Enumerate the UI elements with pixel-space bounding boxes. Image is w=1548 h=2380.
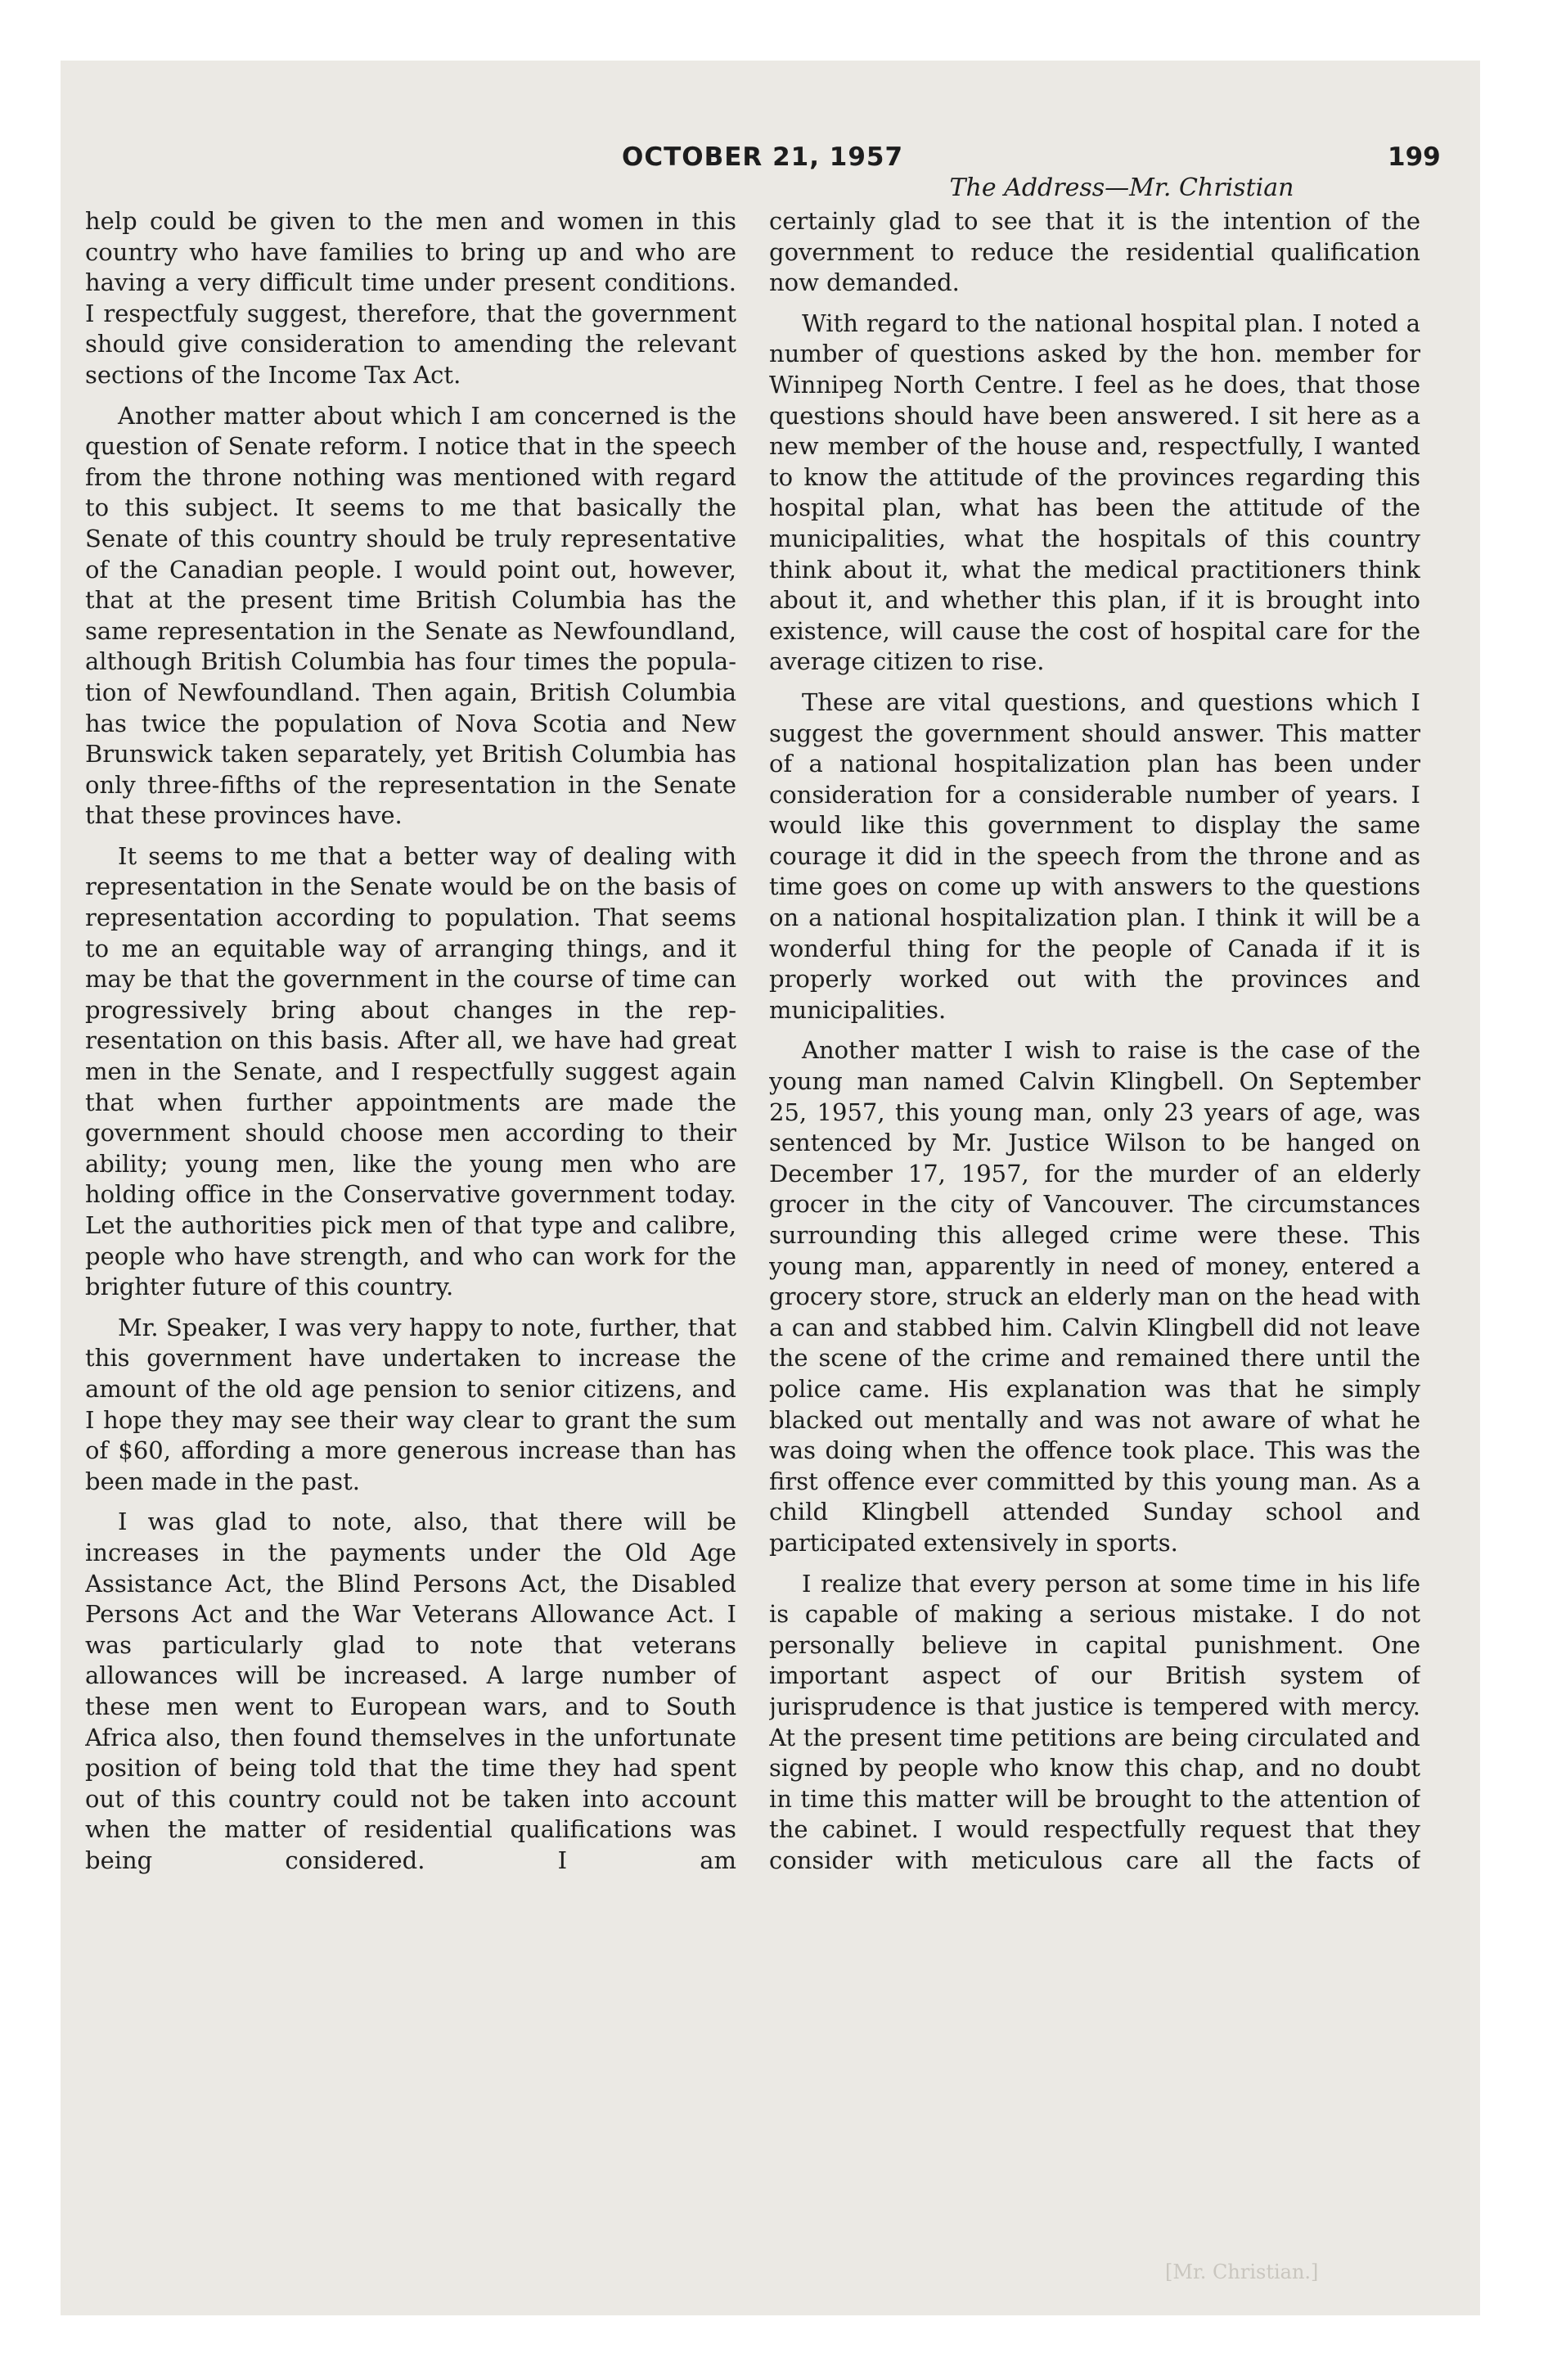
paragraph: Mr. Speaker, I was very happy to note, further, that this government have undertaken to increase the amount of the old age pension to senior citizens, and I hope they may see their way clear to grant the sum of $60, affording a more generous increase than has been made in the past. xyxy=(85,1313,736,1495)
paragraph: Another matter I wish to raise is the case of the young man named Calvin Klingbell. On September 25, 1957, this young man, only 23 years of age, was sentenced by Mr. Justice Wilson to be hanged on December 17, 1957, for the murder of an elderly grocer in the city of Vancouver. The circumstances surrounding this alleged crime were these. This young man, apparently in need of money, entered a grocery store, struck an elderly man on the head with a can and stabbed him. Calvin Klingbell did not leave the scene of the crime and remained there until the police came. His explanation was that he simply blacked out mentally and was not aware of what he was doing when the offence took place. This was the first offence ever committed by this young man. As a child Klingbell attended Sunday school and participated extensively in sports. xyxy=(769,1036,1420,1557)
hansard-page xyxy=(61,61,1480,2315)
paragraph: Another matter about which I am concerned is the question of Senate reform. I notice that in the speech from the throne nothing was mentioned with regard to this subject. It seems to me that basically the Senate of this country should be truly representative of the Canadian people. I would point out, however, that at the present time British Columbia has the same representation in the Senate as Newfoundland, although British Columbia has four times the population of Newfoundland. Then again, British Columbia has twice the population of Nova Scotia and New Brunswick taken separately, yet British Columbia has only three-fifths of the representation in the Senate that these provinces have. xyxy=(85,401,736,830)
paragraph: help could be given to the men and women in this country who have families to bring up and who are having a very difficult time under present conditions. I respectfuly suggest, therefore, that the government should give consideration to amending the relevant sections of the Income Tax Act. xyxy=(85,207,736,389)
left-column xyxy=(85,206,736,2269)
paragraph: certainly glad to see that it is the intention of the government to reduce the residential qualification now demanded. xyxy=(769,207,1420,297)
page-number: 199 xyxy=(1388,142,1441,172)
right-column xyxy=(769,206,1420,2269)
paragraph: I realize that every person at some time in his life is capable of making a serious mistake. I do not personally believe in capital punishment. One important aspect of our British system of jurisprudence is that justice is tempered with mercy. At the present time petitions are being circulated and signed by people who know this chap, and no doubt in time this matter will be brought to the attention of the cabinet. I would respectfully request that they consider with meticulous care all the facts of xyxy=(769,1569,1420,1874)
page-date: OCTOBER 21, 1957 xyxy=(622,142,904,172)
speaker-tag: [Mr. Christian.] xyxy=(1165,2261,1319,2283)
paragraph: These are vital questions, and questions which I suggest the government should answer. This matter of a national hospitalization plan has been under consideration for a considerable number of years. I would like this government to display the same courage it did in the speech from the throne and as time goes on come up with answers to the questions on a national hospitalization plan. I think it will be a wonderful thing for the people of Canada if it is properly worked out with the provinces and municipalities. xyxy=(769,687,1420,1024)
paragraph: With regard to the national hospital plan. I noted a number of questions asked by the hon. member for Winnipeg North Centre. I feel as he does, that those questions should have been answered. I sit here as a new member of the house and, respectfully, I wanted to know the attitude of the provinces regarding this hospital plan, what has been the attitude of the municipalities, what the hospitals of this country think about it, what the medical practitioners think about it, and whether this plan, if it is brought into existence, will cause the cost of hospital care for the average citizen to rise. xyxy=(769,309,1420,676)
paragraph: I was glad to note, also, that there will be increases in the payments under the Old Age Assistance Act, the Blind Persons Act, the Disabled Persons Act and the War Veterans Allowance Act. I was particularly glad to note that veterans allowances will be increased. A large number of these men went to European wars, and to South Africa also, then found themselves in the unfortunate position of being told that the time they had spent out of this country could not be taken into account when the matter of residential qualifications was being considered. I am xyxy=(85,1508,736,1874)
running-head: The Address—Mr. Christian xyxy=(949,174,1294,202)
paragraph: It seems to me that a better way of dealing with representation in the Senate would be on the basis of representation according to population. That seems to me an equitable way of arranging things, and it may be that the government in the course of time can progressively bring about changes in the representation on this basis. After all, we have had great men in the Senate, and I respectfully suggest again that when further appointments are made the government should choose men according to their ability; young men, like the young men who are holding office in the Conservative government today. Let the authorities pick men of that type and calibre, people who have strength, and who can work for the brighter future of this country. xyxy=(85,841,736,1301)
